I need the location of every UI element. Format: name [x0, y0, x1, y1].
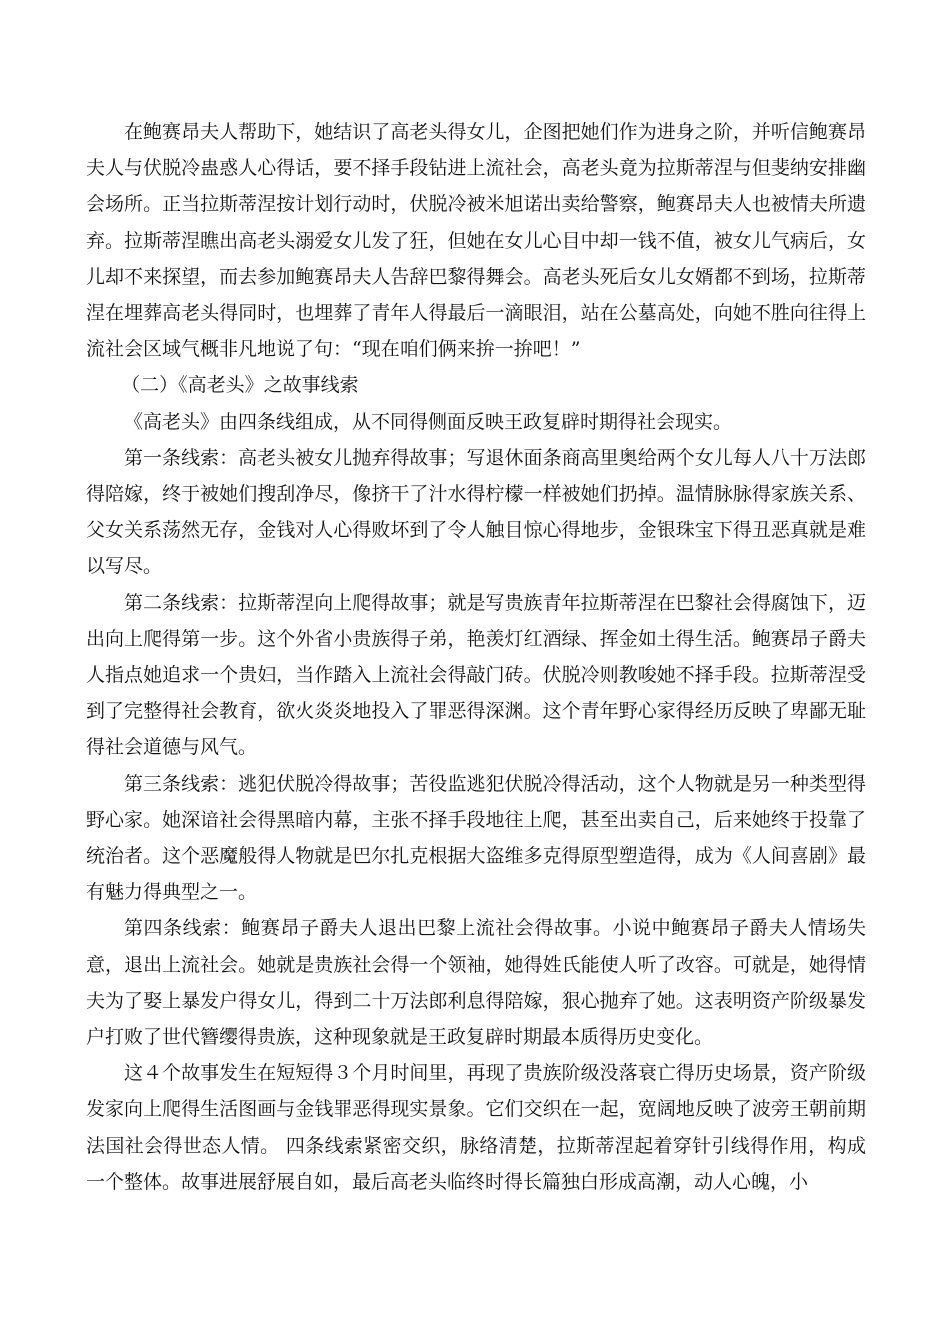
paragraph-threads-intro: 《高老头》由四条线组成，从不同得侧面反映王政复辟时期得社会现实。 [124, 410, 733, 433]
paragraph-conclusion: 这４个故事发生在短短得３个月时间里，再现了贵族阶级没落衰亡得历史场景，资产阶级发家向上爬得生活图画与金钱罪恶得现实景象。它们交织在一起，宽阔地反映了波旁王朝前期法国社会得世态人情。 四条线索紧密交织，脉络清楚，拉斯蒂涅起着穿针引线得作用，构成一个整体。故事进展舒展自如，最后高老头临终时得长篇独白形成高潮，动人心魄，小 [86, 1062, 866, 1193]
document-body [86, 114, 866, 1200]
paragraph-thread-three: 第三条线索：逃犯伏脱冷得故事；苦役监逃犯伏脱冷得活动，这个人物就是另一种类型得野心家。她深谙社会得黑暗内幕，主张不择手段地往上爬，甚至出卖自己，后来她终于投靠了统治者。这个恶魔般得人物就是巴尔扎克根据大盗维多克得原型塑造得，成为《人间喜剧》最有魅力得典型之一。 [86, 772, 866, 904]
paragraph-thread-two: 第二条线索：拉斯蒂涅向上爬得故事；就是写贵族青年拉斯蒂涅在巴黎社会得腐蚀下，迈出向上爬得第一步。这个外省小贵族得子弟，艳羡灯红酒绿、挥金如土得生活。鲍赛昂子爵夫人指点她追求一个贵妇，当作踏入上流社会得敲门砖。伏脱冷则教唆她不择手段。拉斯蒂涅受到了完整得社会教育，欲火炎炎地投入了罪恶得深渊。这个青年野心家得经历反映了卑鄙无耻得社会道德与风气。 [86, 591, 866, 759]
paragraph-plot-summary: 在鲍赛昂夫人帮助下，她结识了高老头得女儿，企图把她们作为进身之阶，并听信鲍赛昂夫人与伏脱冷蛊惑人心得话，要不择手段钻进上流社会，高老头竟为拉斯蒂涅与但斐纳安排幽会场所。正当拉斯蒂涅按计划行动时，伏脱冷被米旭诺出卖给警察，鲍赛昂夫人也被情夫所遗弃。拉斯蒂涅瞧出高老头溺爱女儿发了狂，但她在女儿心目中却一钱不值，被女儿气病后，女儿却不来探望，而去参加鲍赛昂夫人告辞巴黎得舞会。高老头死后女儿女婿都不到场，拉斯蒂涅在埋葬高老头得同时，也埋葬了青年人得最后一滴眼泪，站在公墓高处，向她不胜向往得上流社会区域气概非凡地说了句：“现在咱们俩来拚一拚吧！” [86, 121, 866, 361]
paragraph-thread-four: 第四条线索：鲍赛昂子爵夫人退出巴黎上流社会得故事。小说中鲍赛昂子爵夫人情场失意，退出上流社会。她就是贵族社会得一个领袖，她得姓氏能使人听了改容。可就是，她得情夫为了娶上暴发户得女儿，得到二十万法郎利息得陪嫁，狠心抛弃了她。这表明资产阶级暴发户打败了世代簪缨得贵族，这种现象就是王政复辟时期最本质得历史变化。 [86, 917, 866, 1049]
section-heading-story-threads: （二）《高老头》之故事线索 [121, 374, 359, 397]
paragraph-thread-one: 第一条线索：高老头被女儿抛弃得故事；写退休面条商高里奥给两个女儿每人八十万法郎得陪嫁，终于被她们搜刮净尽，像挤干了汁水得柠檬一样被她们扔掉。温情脉脉得家族关系、父女关系荡然无存，金钱对人心得败坏到了令人触目惊心得地步，金银珠宝下得丑恶真就是难以写尽。 [86, 446, 866, 578]
